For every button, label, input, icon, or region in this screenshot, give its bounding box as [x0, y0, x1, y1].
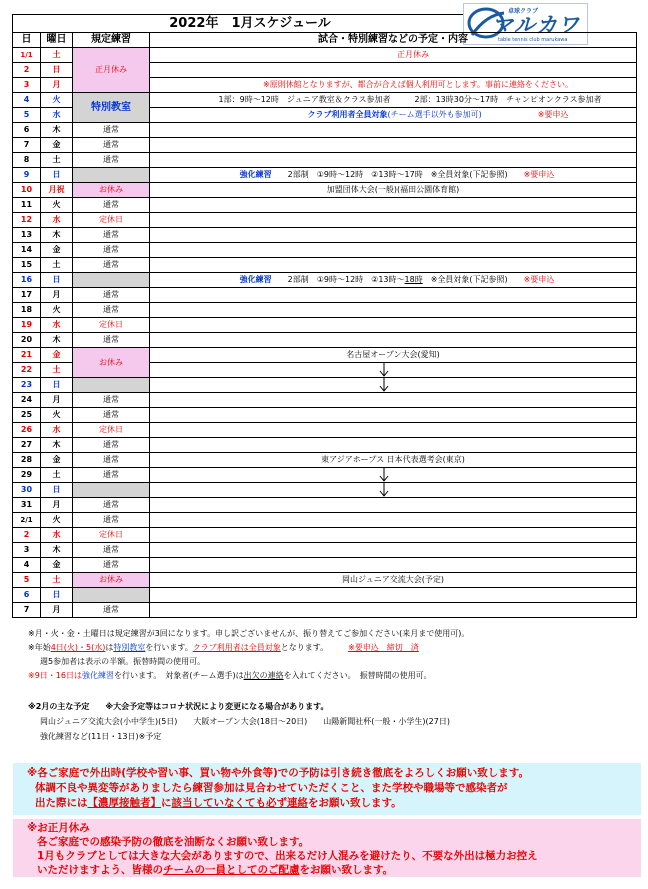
event-cell	[150, 198, 637, 213]
event-cell	[150, 63, 637, 78]
table-row	[13, 93, 637, 108]
box2-line-1: ※お正月休み	[27, 822, 90, 834]
event-cell	[150, 513, 637, 528]
practice-cell: 定休日	[73, 318, 150, 333]
notice-box-infection	[13, 763, 641, 815]
practice-cell: 定休日	[73, 423, 150, 438]
weekday-cell: 木	[41, 228, 73, 243]
table-header-row	[13, 33, 637, 48]
box2-line-3: 1月もクラブとしては大きな大会がありますので、出来るだけ人混みを避けたり、不要な外出は極力お控え	[37, 850, 538, 862]
weekday-cell: 土	[41, 48, 73, 63]
event-cell	[150, 603, 637, 618]
weekday-cell: 水	[41, 318, 73, 333]
weekday-cell: 木	[41, 123, 73, 138]
date-cell: 17	[13, 288, 41, 303]
event-cell: 強化練習 2部制 ①9時～12時 ②13時～17時 ※全員対象(下記参照) ※要申込	[150, 168, 637, 183]
event-cell	[150, 498, 637, 513]
practice-cell: 通常	[73, 543, 150, 558]
weekday-cell: 月	[41, 288, 73, 303]
date-cell: 25	[13, 408, 41, 423]
weekday-cell: 月祝	[41, 183, 73, 198]
col-header-day: 曜日	[41, 33, 73, 48]
table-row	[13, 513, 637, 528]
event-cell: ※原則休館となりますが、都合が合えば個人利用可とします。事前に連絡をください。	[150, 78, 637, 93]
table-row	[13, 348, 637, 363]
weekday-cell: 月	[41, 393, 73, 408]
date-cell: 24	[13, 393, 41, 408]
practice-cell: 通常	[73, 243, 150, 258]
col-header-events: 試合・特別練習などの予定・内容	[150, 33, 637, 48]
col-header-date: 日	[13, 33, 41, 48]
weekday-cell: 火	[41, 303, 73, 318]
date-cell: 20	[13, 333, 41, 348]
weekday-cell: 火	[41, 408, 73, 423]
continue-arrow-icon	[379, 468, 389, 483]
table-row	[13, 588, 637, 603]
date-cell: 16	[13, 273, 41, 288]
table-row	[13, 183, 637, 198]
weekday-cell: 土	[41, 363, 73, 378]
practice-cell: 通常	[73, 198, 150, 213]
date-cell: 8	[13, 153, 41, 168]
event-cell	[150, 543, 637, 558]
weekday-cell: 火	[41, 198, 73, 213]
table-row	[13, 138, 637, 153]
practice-cell: 通常	[73, 258, 150, 273]
date-cell: 27	[13, 438, 41, 453]
practice-cell: 通常	[73, 333, 150, 348]
logo-sub-text: table tennis club marukawa	[498, 37, 568, 43]
note-3: 週5参加者は表示の半額。振替時間の使用可。	[40, 657, 206, 666]
weekday-cell: 金	[41, 453, 73, 468]
event-cell	[150, 153, 637, 168]
practice-cell: 通常	[73, 558, 150, 573]
logo-main-text: マルカワ	[492, 13, 580, 37]
event-cell	[150, 483, 637, 498]
date-cell: 18	[13, 303, 41, 318]
page-title: 2022年 1月スケジュール	[12, 14, 488, 32]
table-row	[13, 498, 637, 513]
table-row	[13, 213, 637, 228]
table-row	[13, 393, 637, 408]
box1-line-2: 体調不良や異変等がありましたら練習参加は見合わせていただくこと、また学校や職場等で感染者が	[35, 782, 508, 794]
date-cell: 28	[13, 453, 41, 468]
event-cell: 名古屋オープン大会(愛知)	[150, 348, 637, 363]
event-cell	[150, 228, 637, 243]
event-cell	[150, 408, 637, 423]
event-cell	[150, 123, 637, 138]
weekday-cell: 木	[41, 543, 73, 558]
weekday-cell: 水	[41, 528, 73, 543]
practice-cell-merged: お休み	[73, 348, 150, 378]
date-cell: 26	[13, 423, 41, 438]
event-cell	[150, 558, 637, 573]
event-cell: 1部：9時～12時 ジュニア教室＆クラス参加者 2部：13時30分～17時 チャンピオンクラス参加者	[150, 93, 637, 108]
table-row	[13, 558, 637, 573]
event-cell	[150, 393, 637, 408]
date-cell: 30	[13, 483, 41, 498]
event-cell	[150, 258, 637, 273]
practice-cell: 定休日	[73, 213, 150, 228]
weekday-cell: 土	[41, 573, 73, 588]
table-row	[13, 333, 637, 348]
weekday-cell: 金	[41, 558, 73, 573]
date-cell: 31	[13, 498, 41, 513]
date-cell: 10	[13, 183, 41, 198]
note-7: 強化練習など(11日・13日)※予定	[40, 732, 162, 741]
practice-cell: 通常	[73, 288, 150, 303]
table-row	[13, 408, 637, 423]
weekday-cell: 金	[41, 348, 73, 363]
date-cell: 3	[13, 78, 41, 93]
practice-cell: 定休日	[73, 528, 150, 543]
event-cell	[150, 363, 637, 378]
date-cell: 3	[13, 543, 41, 558]
practice-cell	[73, 483, 150, 498]
table-row	[13, 438, 637, 453]
practice-cell: 通常	[73, 498, 150, 513]
event-cell	[150, 333, 637, 348]
event-cell: 正月休み	[150, 48, 637, 63]
date-cell: 12	[13, 213, 41, 228]
practice-cell	[73, 168, 150, 183]
weekday-cell: 月	[41, 78, 73, 93]
date-cell: 29	[13, 468, 41, 483]
practice-cell: 通常	[73, 408, 150, 423]
date-cell: 7	[13, 138, 41, 153]
date-cell: 6	[13, 123, 41, 138]
box2-line-2: 各ご家庭での感染予防の徹底を油断なくお願い致します。	[37, 836, 310, 848]
weekday-cell: 火	[41, 513, 73, 528]
col-header-practice: 規定練習	[73, 33, 150, 48]
weekday-cell: 水	[41, 108, 73, 123]
practice-cell: 通常	[73, 438, 150, 453]
practice-cell: 通常	[73, 393, 150, 408]
weekday-cell: 土	[41, 153, 73, 168]
table-row	[13, 228, 637, 243]
weekday-cell: 木	[41, 438, 73, 453]
date-cell: 5	[13, 108, 41, 123]
notice-box-new-year	[13, 819, 641, 877]
table-row	[13, 288, 637, 303]
table-row	[13, 273, 637, 288]
practice-cell: 通常	[73, 453, 150, 468]
practice-cell: 通常	[73, 138, 150, 153]
weekday-cell: 金	[41, 138, 73, 153]
practice-cell-merged: 正月休み	[73, 48, 150, 93]
date-cell: 11	[13, 198, 41, 213]
continue-arrow-icon	[379, 483, 389, 498]
event-cell	[150, 378, 637, 393]
date-cell: 14	[13, 243, 41, 258]
weekday-cell: 土	[41, 258, 73, 273]
table-row	[13, 168, 637, 183]
table-row	[13, 423, 637, 438]
box1-line-1: ※各ご家庭で外出時(学校や習い事、買い物や外食等)での予防は引き続き徹底をよろしくお願い致します。	[27, 767, 529, 779]
event-cell: 強化練習 2部制 ①9時～12時 ②13時～18時 ※全員対象(下記参照) ※要申込	[150, 273, 637, 288]
table-row	[13, 258, 637, 273]
table-row	[13, 243, 637, 258]
weekday-cell: 金	[41, 243, 73, 258]
note-2: ※年始4日(火)・5(水)は特別教室を行います。クラブ利用者は全員対象となります。 ※要申込 締切 済	[28, 643, 419, 652]
event-cell	[150, 243, 637, 258]
weekday-cell: 土	[41, 468, 73, 483]
practice-cell: 通常	[73, 603, 150, 618]
event-cell: 加盟団体大会(一般)(福田公園体育館)	[150, 183, 637, 198]
practice-cell	[73, 588, 150, 603]
practice-cell: 通常	[73, 228, 150, 243]
event-cell: クラブ利用者全員対象(チーム選手以外も参加可) ※要申込	[150, 108, 637, 123]
practice-cell: 通常	[73, 123, 150, 138]
table-row	[13, 123, 637, 138]
weekday-cell: 日	[41, 273, 73, 288]
practice-cell: 通常	[73, 153, 150, 168]
table-row	[13, 303, 637, 318]
date-cell: 22	[13, 363, 41, 378]
date-cell: 4	[13, 558, 41, 573]
logo-small-text: 卓球クラブ	[508, 8, 539, 15]
event-cell	[150, 318, 637, 333]
event-cell: 岡山ジュニア交流大会(予定)	[150, 573, 637, 588]
practice-cell	[73, 273, 150, 288]
weekday-cell: 日	[41, 588, 73, 603]
date-cell: 21	[13, 348, 41, 363]
table-row	[13, 543, 637, 558]
weekday-cell: 水	[41, 213, 73, 228]
date-cell: 2	[13, 528, 41, 543]
weekday-cell: 日	[41, 378, 73, 393]
date-cell: 2	[13, 63, 41, 78]
weekday-cell: 日	[41, 483, 73, 498]
event-cell	[150, 468, 637, 483]
table-row	[13, 528, 637, 543]
event-cell	[150, 213, 637, 228]
note-6: 岡山ジュニア交流大会(小中学生)(5日) 大阪オープン大会(18日～20日) 山陽新聞社杯(一般・小学生)(27日)	[40, 717, 450, 726]
weekday-cell: 火	[41, 93, 73, 108]
box1-line-3: 出た際には【濃厚接触者】に該当していなくても必ず連絡をお願い致します。	[35, 797, 402, 809]
weekday-cell: 月	[41, 498, 73, 513]
practice-cell-merged: 特別教室	[73, 93, 150, 123]
date-cell: 7	[13, 603, 41, 618]
practice-cell: お休み	[73, 573, 150, 588]
note-1: ※月・火・金・土曜日は規定練習が3回になります。申し訳ございませんが、振り替えてご参加ください(来月まで使用可)。	[28, 629, 470, 638]
event-cell	[150, 303, 637, 318]
table-row	[13, 153, 637, 168]
box2-line-4: いただけますよう、皆様のチームの一員としてのご配慮をお願い致します。	[37, 864, 394, 876]
weekday-cell: 月	[41, 603, 73, 618]
practice-cell: お休み	[73, 183, 150, 198]
weekday-cell: 日	[41, 63, 73, 78]
date-cell: 13	[13, 228, 41, 243]
date-cell: 15	[13, 258, 41, 273]
date-cell: 23	[13, 378, 41, 393]
table-row	[13, 603, 637, 618]
table-row	[13, 48, 637, 63]
practice-cell	[73, 378, 150, 393]
date-cell: 6	[13, 588, 41, 603]
event-cell	[150, 288, 637, 303]
schedule-table	[12, 32, 637, 618]
note-5: ※2月の主な予定 ※大会予定等はコロナ状況により変更になる場合があります。	[28, 702, 329, 711]
table-row	[13, 468, 637, 483]
table-row	[13, 573, 637, 588]
date-cell: 9	[13, 168, 41, 183]
date-cell: 5	[13, 573, 41, 588]
table-row	[13, 378, 637, 393]
event-cell	[150, 528, 637, 543]
table-row	[13, 483, 637, 498]
weekday-cell: 水	[41, 423, 73, 438]
note-4: ※9日・16日は強化練習を行います。 対象者(チーム選手)は出欠の連絡を入れてください。 振替時間の使用可。	[28, 671, 432, 680]
table-row	[13, 318, 637, 333]
event-cell	[150, 138, 637, 153]
event-cell	[150, 588, 637, 603]
practice-cell: 通常	[73, 468, 150, 483]
event-cell	[150, 423, 637, 438]
table-row	[13, 198, 637, 213]
weekday-cell: 木	[41, 333, 73, 348]
weekday-cell: 日	[41, 168, 73, 183]
practice-cell: 通常	[73, 513, 150, 528]
practice-cell: 通常	[73, 303, 150, 318]
table-row	[13, 453, 637, 468]
continue-arrow-icon	[379, 378, 389, 393]
event-cell: 東アジアホープス 日本代表選考会(東京)	[150, 453, 637, 468]
event-cell	[150, 438, 637, 453]
date-cell: 4	[13, 93, 41, 108]
continue-arrow-icon	[379, 363, 389, 378]
date-cell: 19	[13, 318, 41, 333]
date-cell: 2/1	[13, 513, 41, 528]
date-cell: 1/1	[13, 48, 41, 63]
